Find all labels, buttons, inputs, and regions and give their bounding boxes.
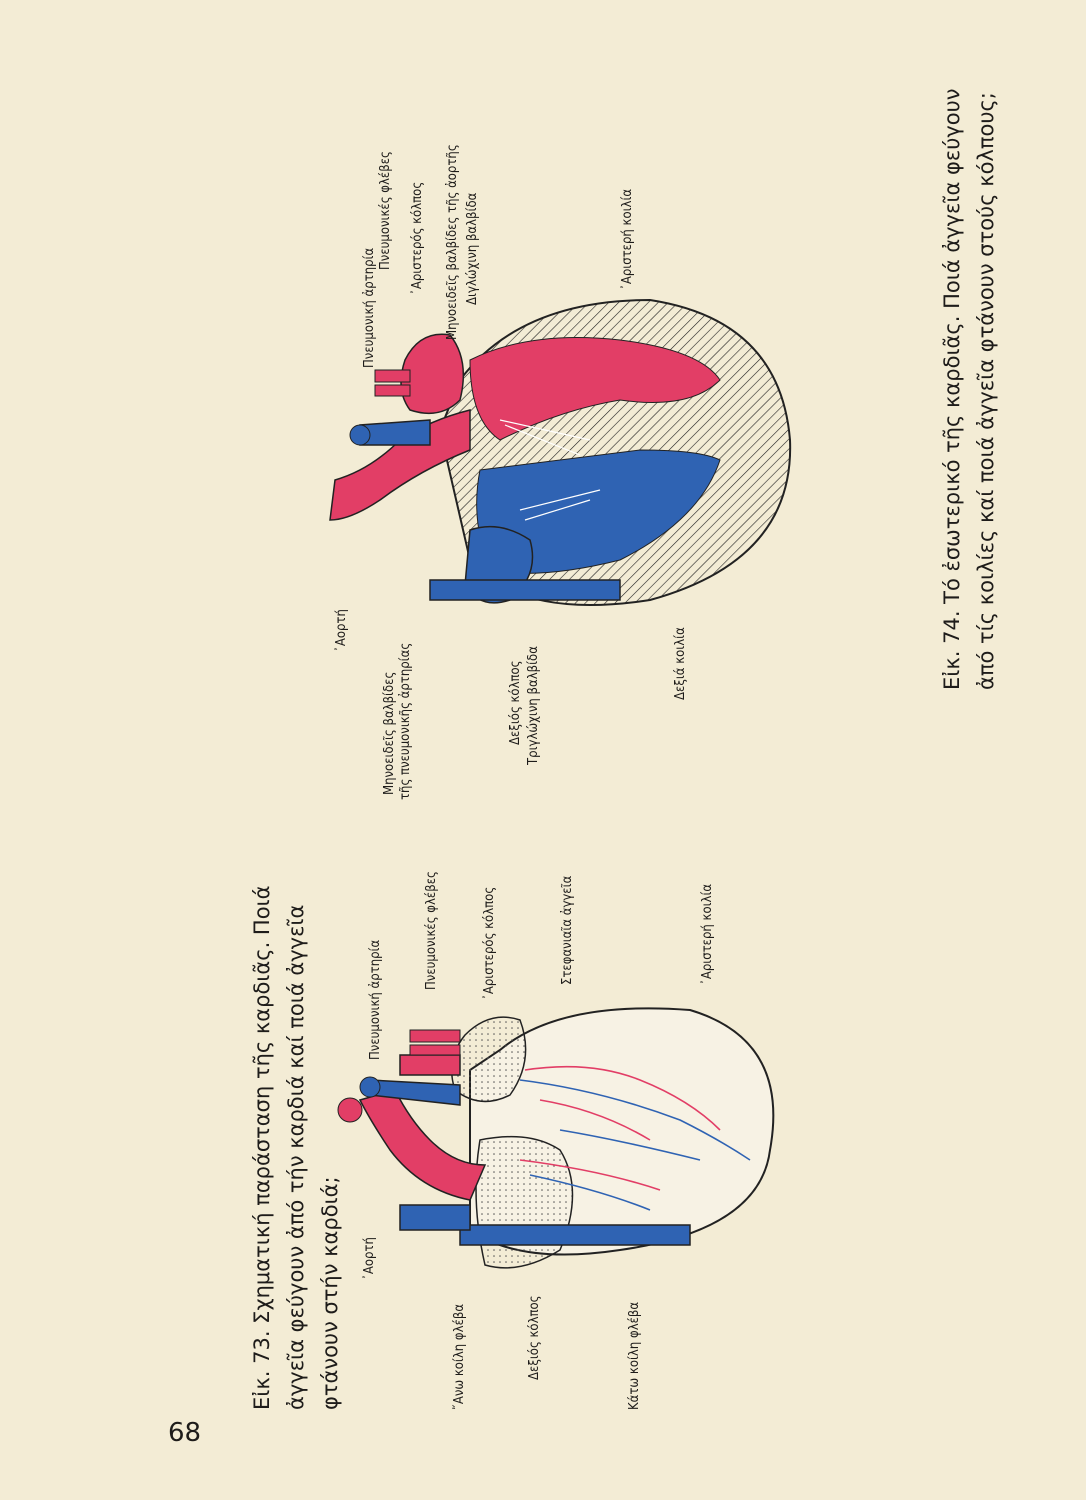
fig74-label-semilunar-aortic: Μηνοειδεῖς βαλβίδες τῆς ἀορτῆς [445, 144, 460, 340]
pulmonary-artery-shape [400, 1055, 460, 1075]
fig74-label-semilunar-pulmonary-1: Μηνοειδεῖς βαλβίδες [382, 671, 397, 795]
fig74-label-bicuspid: Διγλώχινη βαλβίδα [465, 192, 480, 305]
fig73-label-left-atrium: ᾽Αριστερός κόλπος [482, 886, 497, 1000]
fig74-label-left-atrium: ᾽Αριστερός κόλπος [410, 181, 425, 295]
figure-73-caption: Εἰκ. 73. Σχηματική παράσταση τῆς καρδιᾶς. Ποιά ἀγγεῖα φεύγουν ἀπό τήν καρδιά καί ποιά ἀγγεῖα φτάνουν στήν καρδιά; [250, 885, 342, 1410]
fig74-label-pulmonary-veins: Πνευμονικές φλέβες [378, 151, 393, 270]
fig74-label-semilunar-pulmonary-2: τῆς πνευμονικῆς ἀρτηρίας [398, 642, 413, 800]
fig74-label-left-ventricle: ᾽Αριστερή κοιλία [620, 188, 635, 290]
aorta-shape [360, 1090, 485, 1200]
heart-interior-diagram [330, 300, 790, 605]
left-atrium-shape [452, 1017, 526, 1101]
fig74-label-right-ventricle: Δεξιά κοιλία [673, 627, 688, 700]
fig73-label-right-atrium: Δεξιός κόλπος [527, 1295, 542, 1380]
page-number: 68 [168, 1418, 202, 1448]
vena-cava-inf-shape [460, 1225, 690, 1245]
fig74-label-tricuspid: Τριγλώχινη βαλβίδα [526, 646, 541, 765]
fig73-label-pulmonary-artery: Πνευμονική ἀρτηρία [368, 939, 383, 1060]
pulmonary-artery-interior [360, 420, 430, 445]
fig73-label-superior-vena-cava: ῎Ανω κοίλη φλέβα [452, 1303, 467, 1410]
right-atrium-shape [476, 1137, 573, 1268]
fig73-label-coronary-vessels: Στεφανιαῖα ἀγγεῖα [560, 875, 575, 985]
fig73-label-aorta: ᾽Αορτή [362, 1237, 377, 1280]
fig73-label-inferior-vena-cava: Κάτω κοίλη φλέβα [627, 1301, 642, 1410]
fig73-label-left-ventricle: ᾽Αριστερή κοιλία [700, 883, 715, 985]
fig74-label-aorta: ᾽Αορτή [334, 609, 349, 652]
fig74-label-pulmonary-artery: Πνευμονική ἀρτηρία [362, 247, 377, 368]
fig73-label-pulmonary-veins: Πνευμονικές φλέβες [424, 871, 439, 990]
heart-exterior-diagram [338, 1008, 773, 1268]
vena-cava-lower-shape [400, 1205, 470, 1230]
figure-74-caption: Εἰκ. 74. Τό ἐσωτερικό τῆς καρδιᾶς. Ποιά ἀγγεῖα φεύγουν ἀπό τίς κοιλίες καί ποιά ἀγγεῖα φτάνουν στούς κόλπους; [940, 88, 998, 690]
vena-cava-interior [430, 580, 620, 600]
fig74-label-right-atrium: Δεξιός κόλπος [508, 660, 523, 745]
